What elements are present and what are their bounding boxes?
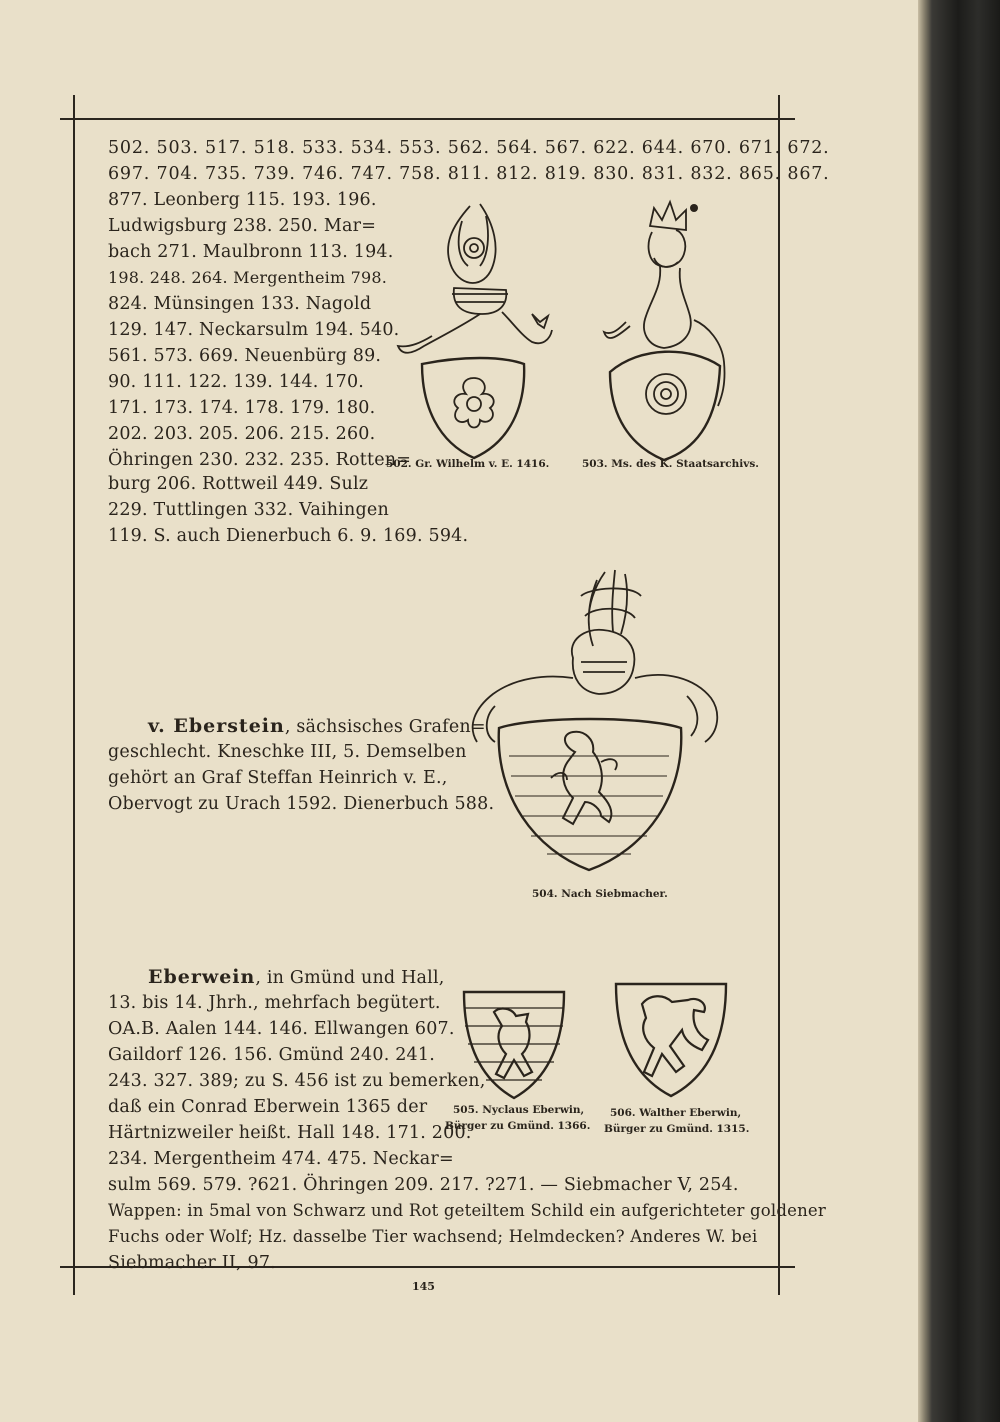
page-number: 145 [412,1280,435,1293]
top-col-line-11: Öhringen 230. 232. 235. Rotten= [108,450,412,470]
top-col-line-13: 229. Tuttlingen 332. Vaihingen [108,500,389,520]
top-col-line-8: 90. 111. 122. 139. 144. 170. [108,372,365,392]
caption-505-a: 505. Nyclaus Eberwin, [453,1104,585,1116]
caption-506-a: 506. Walther Eberwin, [610,1107,742,1119]
top-line-1: 502. 503. 517. 518. 533. 534. 553. 562. 564. 567. 622. 644. 670. 671. 672. [108,138,830,158]
eberwein-full-line-3: Fuchs oder Wolf; Hz. dasselbe Tier wachsend; Helmdecken? Anderes W. bei [108,1227,758,1246]
top-col-line-4: 198. 248. 264. Mergentheim 798. [108,268,388,287]
top-col-line-9: 171. 173. 174. 178. 179. 180. [108,398,376,418]
top-col-line-10: 202. 203. 205. 206. 215. 260. [108,424,376,444]
rose-shield-helmet-icon [392,196,567,471]
rose-shield-crowned-bust-icon [590,196,740,471]
eberwein-full-line-4: Siebmacher II, 97. [108,1253,276,1273]
eberwein-col-line-4: 243. 327. 389; zu S. 456 ist zu bemerken, [108,1071,486,1091]
top-col-line-5: 824. Münsingen 133. Nagold [108,294,372,314]
eberwein-col-line-3: Gaildorf 126. 156. Gmünd 240. 241. [108,1045,435,1065]
eberwein-col-line-1: 13. bis 14. Jhrh., mehrfach begütert. [108,993,441,1013]
caption-502: 502. Gr. Wilhelm v. E. 1416. [386,458,550,470]
book-spine [918,0,1000,1422]
eberwein-col-line-7: 234. Mergentheim 474. 475. Neckar= [108,1149,454,1169]
eberstein-line-4: Obervogt zu Urach 1592. Dienerbuch 588. [108,794,495,814]
top-col-line-7: 561. 573. 669. Neuenbürg 89. [108,346,382,366]
eberwein-col-line-5: daß ein Conrad Eberwein 1365 der [108,1097,428,1117]
eberwein-col-line-6: Härtnizweiler heißt. Hall 148. 171. 200. [108,1123,472,1143]
top-col-line-14: 119. S. auch Dienerbuch 6. 9. 169. 594. [108,526,469,546]
caption-503: 503. Ms. des K. Staatsarchivs. [582,458,759,470]
eberwein-col-line-2: OA.B. Aalen 144. 146. Ellwangen 607. [108,1019,455,1039]
eberwein-full-line-1: sulm 569. 579. ?621. Öhringen 209. 217. ?271. — Siebmacher V, 254. [108,1175,739,1195]
caption-505-b: Bürger zu Gmünd. 1366. [445,1120,591,1132]
frame-right-rule [778,95,780,1295]
top-col-line-1: 877. Leonberg 115. 193. 196. [108,190,377,210]
caption-504: 504. Nach Siebmacher. [532,888,668,900]
eberstein-line-1-rest: , sächsisches Grafen= [284,717,486,737]
eberstein-line-3: gehört an Graf Steffan Heinrich v. E., [108,768,448,788]
top-col-line-6: 129. 147. Neckarsulm 194. 540. [108,320,400,340]
top-col-line-2: Ludwigsburg 238. 250. Mar= [108,216,377,236]
frame-left-rule [73,95,75,1295]
eberwein-full-line-2: Wappen: in 5mal von Schwarz und Rot geteiltem Schild ein aufgerichteter goldener [108,1201,826,1220]
eberwein-line-1-rest: , in Gmünd und Hall, [255,968,445,988]
top-col-line-12: burg 206. Rottweil 449. Sulz [108,474,369,494]
top-col-line-3: bach 271. Maulbronn 113. 194. [108,242,394,262]
eberstein-name: v. Eberstein [148,715,285,737]
caption-506-b: Bürger zu Gmünd. 1315. [604,1123,750,1135]
eberwein-name: Eberwein [148,966,256,988]
lion-shield-crest-icon [455,566,725,878]
wolf-plain-shield-icon [612,980,732,1100]
frame-top-rule [60,118,795,120]
wolf-barry-shield-icon [460,988,570,1103]
top-line-2: 697. 704. 735. 739. 746. 747. 758. 811. 812. 819. 830. 831. 832. 865. 867. [108,164,830,184]
eberstein-line-2: geschlecht. Kneschke III, 5. Demselben [108,742,467,762]
